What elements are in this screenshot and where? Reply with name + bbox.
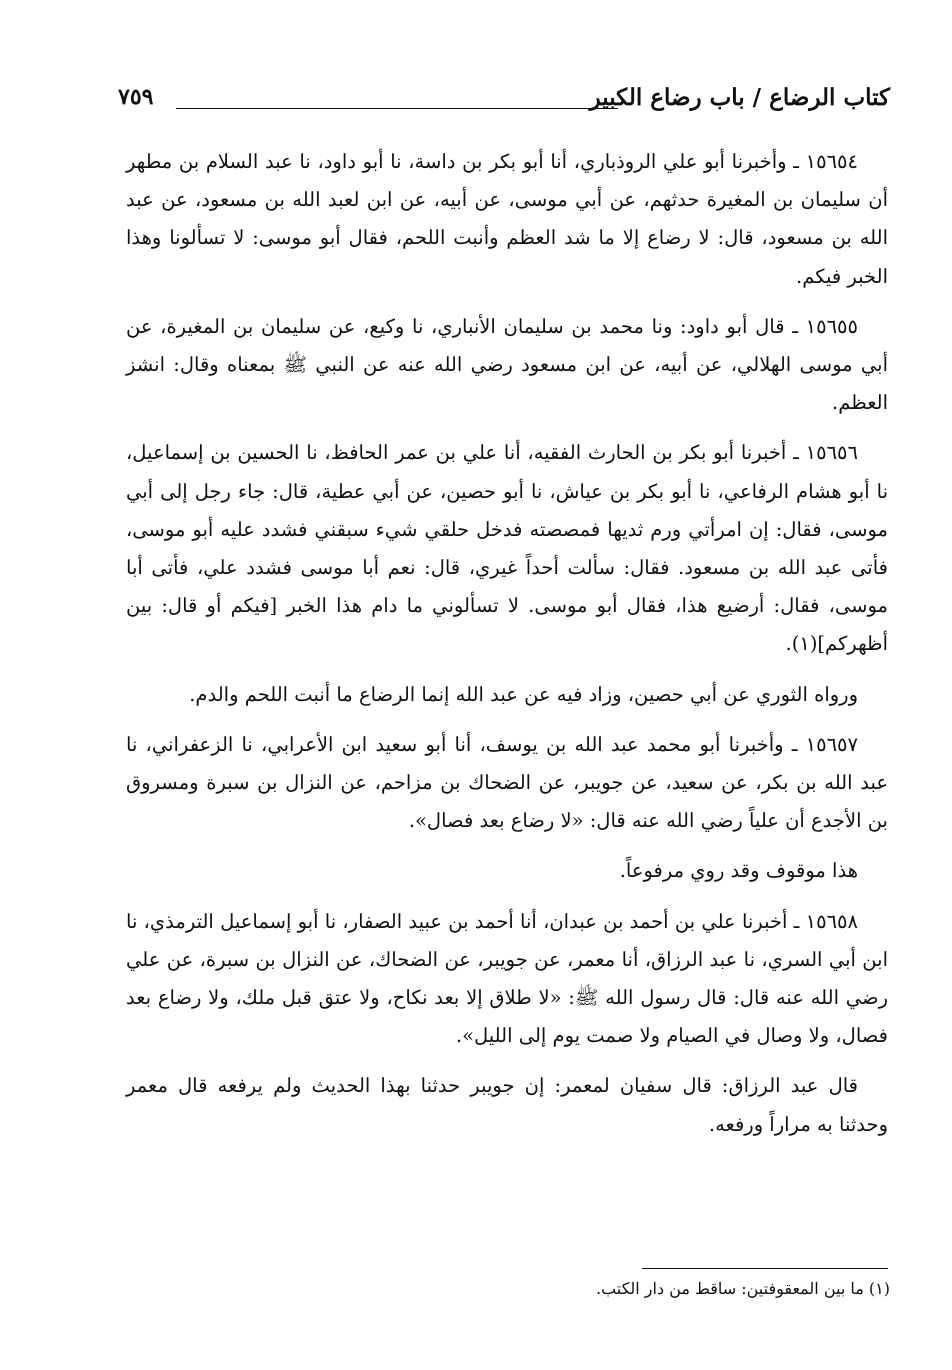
abdurrazzaq-note: قال عبد الرزاق: قال سفيان لمعمر: إن جويبر حدثنا بهذا الحديث ولم يرفعه قال معمر وحدثنا به مراراً ورفعه. (126, 1074, 888, 1136)
running-title: كتاب الرضاع / باب رضاع الكبير (589, 84, 890, 111)
footnote-rule (642, 1268, 888, 1269)
main-text (126, 143, 888, 1156)
hadith-15654: ١٥٦٥٤ ـ وأخبرنا أبو علي الروذباري، أنا أبو بكر بن داسة، نا أبو داود، نا عبد السلام بن مطهر أن سليمان بن المغيرة حدثهم، عن أبي موسى، عن أبيه، عن ابن لعبد الله بن مسعود، عن عبد الله بن مسعود، قال: لا رضاع إلا ما شد العظم وأنبت اللحم، فقال أبو موسى: لا تسألونا وهذا الخبر فيكم. (126, 150, 888, 288)
mawquf-note: هذا موقوف وقد روي مرفوعاً. (619, 859, 858, 883)
narration-note: ورواه الثوري عن أبي حصين، وزاد فيه عن عبد الله إنما الرضاع ما أنبت اللحم والدم. (189, 682, 858, 706)
hadith-15656: ١٥٦٥٦ ـ أخبرنا أبو بكر بن الحارث الفقيه، أنا علي بن عمر الحافظ، نا الحسين بن إسماعيل، نا أبو هشام الرفاعي، نا أبو بكر بن عياش، نا أبو حصين، عن أبي عطية، قال: جاء رجل إلى أبي موسى، فقال: إن امرأتي ورم ثديها فمصصته فدخل حلقي شيء سبقني فشدد عليه أبو موسى، فأتى عبد الله بن مسعود. فقال: سألت أحداً غيري، قال: نعم أبا موسى فشدد علي، فأتى أبا موسى، فقال: أرضيع هذا، فقال أبو موسى. لا تسألوني ما دام هذا الخبر [فيكم أو قال: بين أظهركم](١). (126, 441, 888, 656)
hadith-15657: ١٥٦٥٧ ـ وأخبرنا أبو محمد عبد الله بن يوسف، أنا أبو سعيد ابن الأعرابي، نا الزعفراني، نا عبد الله بن بكر، عن سعيد، عن جويبر، عن الضحاك بن مزاحم، عن النزال بن سبرة ومسروق بن الأجدع أن علياً رضي الله عنه قال: «لا رضاع بعد فصال». (126, 732, 888, 833)
page-number: ٧٥٩ (118, 84, 154, 110)
footnote: (١) ما بين المعقوفتين: ساقط من دار الكتب. (595, 1279, 890, 1298)
page-header (118, 84, 890, 124)
header-rule (176, 108, 618, 109)
hadith-15658: ١٥٦٥٨ ـ أخبرنا علي بن أحمد بن عبدان، أنا أحمد بن عبيد الصفار، نا أبو إسماعيل الترمذي، نا ابن أبي السري، نا عبد الرزاق، أنا معمر، عن جويبر، عن الضحاك، عن النزال بن سبرة، عن علي رضي الله عنه قال: قال رسول الله ﷺ: «لا طلاق إلا بعد نكاح، ولا عتق قبل ملك، ولا رضاع بعد فصال، ولا وصال في الصيام ولا صمت يوم إلى الليل». (126, 909, 888, 1048)
hadith-15655: ١٥٦٥٥ ـ قال أبو داود: ونا محمد بن سليمان الأنباري، نا وكيع، عن سليمان بن المغيرة، عن أبي موسى الهلالي، عن أبيه، عن ابن مسعود رضي الله عنه عن النبي ﷺ بمعناه وقال: انشز العظم. (126, 314, 888, 415)
